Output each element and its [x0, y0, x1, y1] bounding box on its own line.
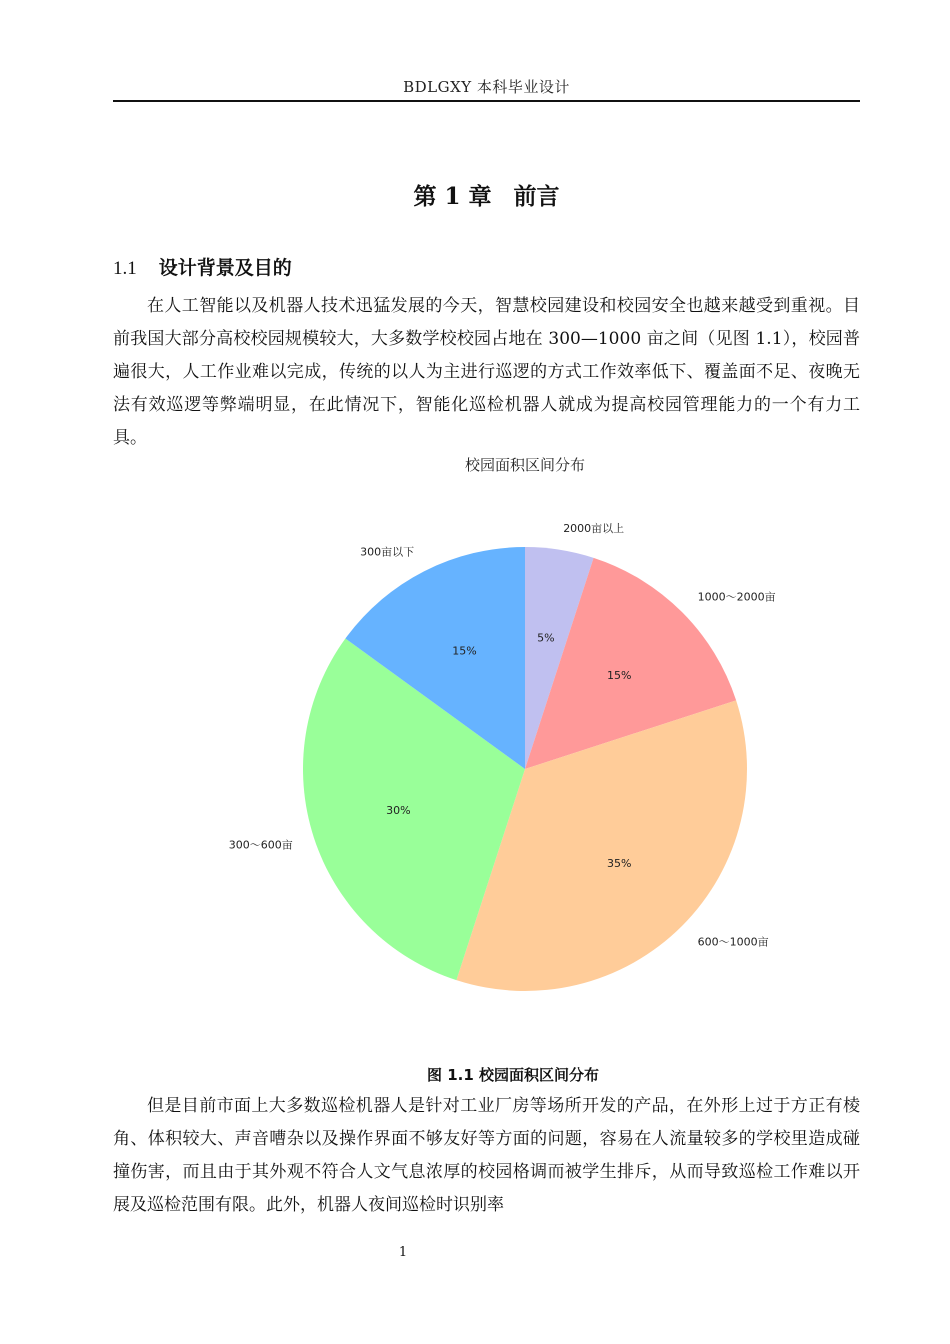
- pie-slice-percent: 15%: [452, 644, 477, 658]
- chapter-heading: [113, 178, 860, 211]
- chart-title: 校园面积区间分布: [464, 456, 586, 474]
- body-paragraph-2: 但是目前市面上大多数巡检机器人是针对工业厂房等场所开发的产品，在外形上过于方正有棱角、体积较大、声音嘈杂以及操作界面不够友好等方面的问题，容易在人流量较多的学校里造成碰撞伤害，而且由于其外观不符合人文气息浓厚的校园格调而被学生排斥，从而导致巡检工作难以开展及巡检范围有限。此外，机器人夜间巡检时识别率: [113, 1096, 860, 1215]
- running-header: BDLGXY 本科毕业设计: [403, 78, 570, 96]
- pie-slice-label: 1000～2000亩: [697, 590, 776, 604]
- header-rule: [113, 100, 860, 102]
- pie-slice-percent: 15%: [606, 668, 632, 682]
- pie-slice-label: 300亩以下: [360, 545, 415, 559]
- figure-caption: 图 1.1 校园面积区间分布: [426, 1066, 600, 1084]
- chapter-number: 第 1 章: [413, 183, 492, 210]
- pie-slice-label: 600～1000亩: [697, 935, 769, 949]
- pie-slice-percent: 5%: [537, 631, 555, 645]
- chapter-title: 前言: [513, 183, 560, 210]
- page-number: 1: [398, 1245, 408, 1260]
- section-heading: [113, 253, 292, 280]
- pie-slice-label: 2000亩以上: [563, 521, 625, 535]
- body-paragraph-1: 在人工智能以及机器人技术迅猛发展的今天，智慧校园建设和校园安全也越来越受到重视。目前我国大部分高校校园规模较大，大多数学校校园占地在 300—1000 亩之间（见图 1.1），校园普遍很大，人工作业难以完成，传统的以人为主进行巡逻的方式工作效率低下、覆盖面不足、夜晚无法有效巡逻等弊端明显，在此情况下，智能化巡检机器人就成为提高校园管理能力的一个有力工具。: [113, 296, 860, 448]
- pie-slice-percent: 30%: [386, 804, 411, 818]
- pie-slice-label: 300～600亩: [228, 838, 293, 852]
- pie-chart: [200, 448, 800, 1018]
- pie-slice-percent: 35%: [606, 857, 632, 871]
- section-title: 设计背景及目的: [158, 257, 292, 279]
- section-number: 1.1: [113, 258, 137, 279]
- pie-chart-svg: [200, 448, 800, 1018]
